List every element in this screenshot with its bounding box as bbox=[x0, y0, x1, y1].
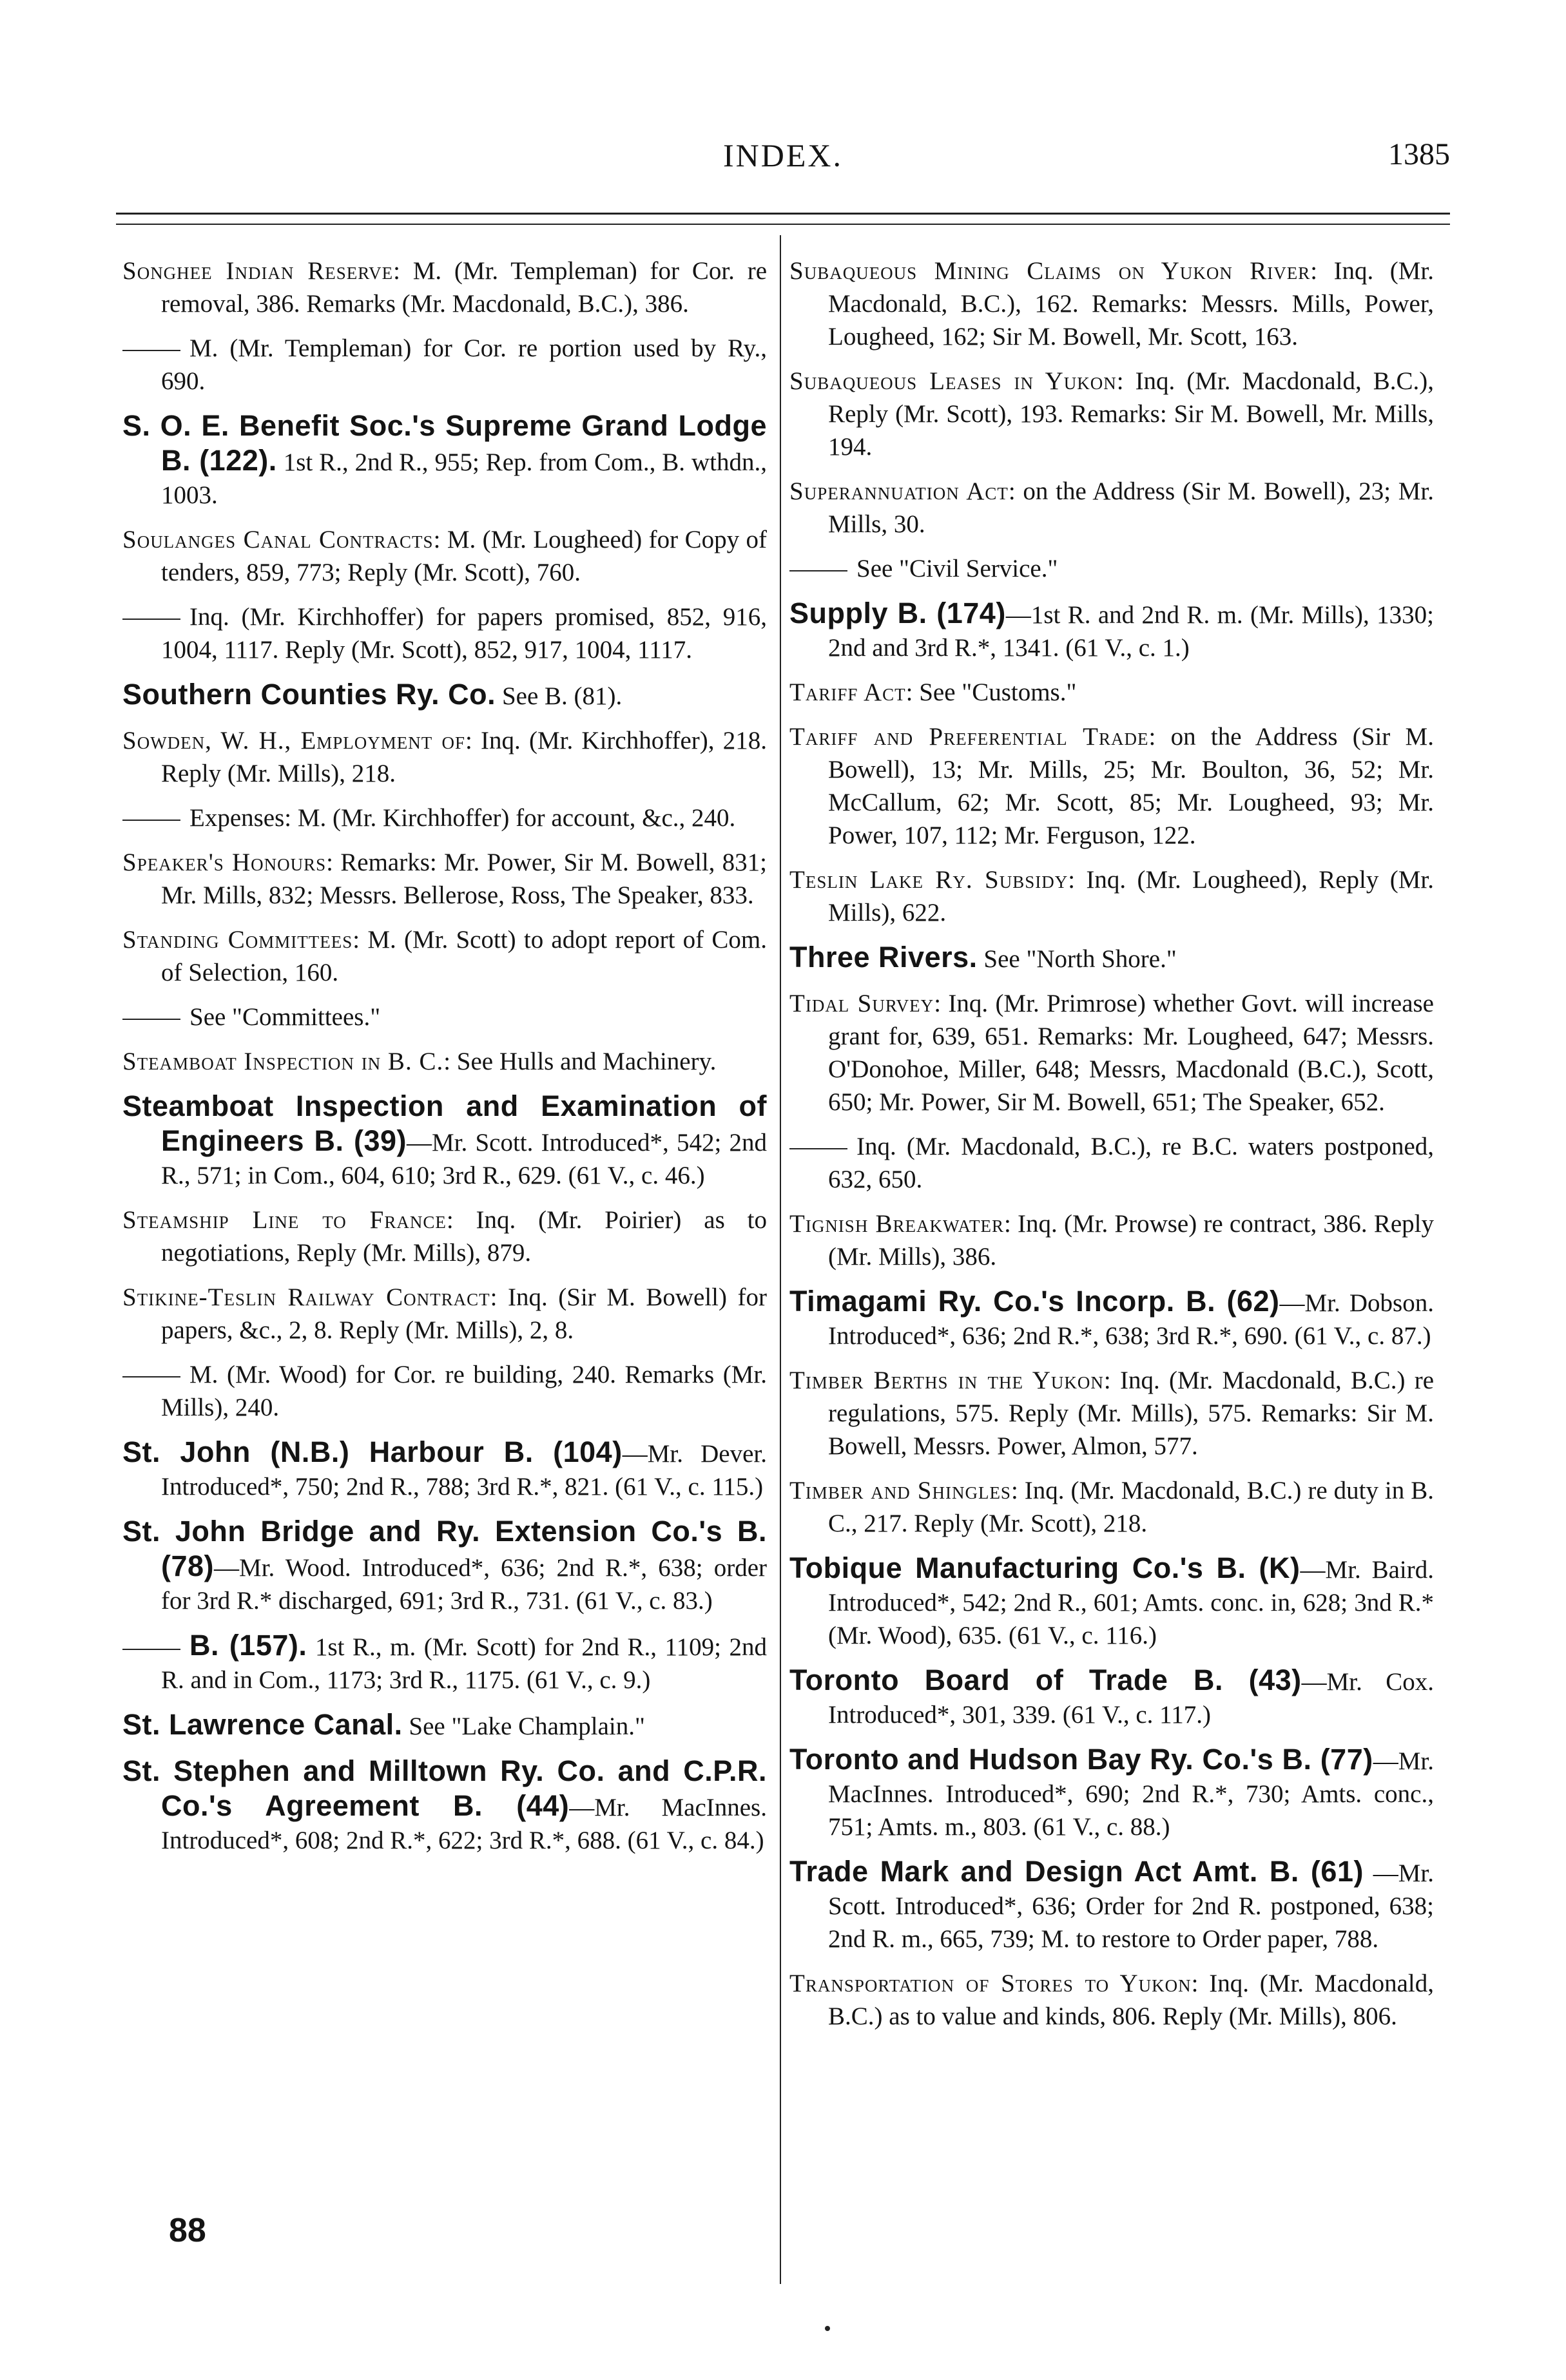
index-entry bbox=[122, 1515, 767, 1617]
ditto-dash bbox=[122, 619, 180, 620]
index-entry bbox=[789, 475, 1434, 541]
entry-heading: Stikine-Teslin Railway Contract bbox=[122, 1283, 490, 1311]
entry-text: —Mr. Scott. Introduced*, 636; Order for 2nd R. postponed, 638; 2nd R. m., 665, 739; M. to restore to Order paper, 788. bbox=[828, 1859, 1434, 1953]
index-entry bbox=[789, 941, 1434, 975]
index-entry bbox=[789, 1551, 1434, 1652]
index-entry bbox=[789, 1664, 1434, 1731]
index-entry bbox=[122, 846, 767, 912]
page-header bbox=[116, 137, 1450, 182]
entry-text: —1st R. and 2nd R. m. (Mr. Mills), 1330; 2nd and 3rd R.*, 1341. (61 V., c. 1.) bbox=[828, 601, 1434, 662]
entry-text: : Inq. (Mr. Macdonald, B.C.), 162. Remarks: Messrs. Mills, Power, Lougheed, 162; Sir M. Bowell, Mr. Scott, 163. bbox=[828, 257, 1434, 350]
entry-heading: Sowden, W. H., Employment of bbox=[122, 727, 465, 754]
entry-heading: St. Stephen and Milltown Ry. Co. and C.P.R. Co.'s Agreement B. (44) bbox=[122, 1754, 767, 1822]
entry-text: : Inq. (Mr. Primrose) whether Govt. will increase grant for, 639, 651. Remarks: Mr. Lougheed, 647; Messrs. O'Donohoe, Miller, 648; Messrs, Macdonald (B.C.), Scott, 650; Mr. Power, Sir M. Bowell, 651; The Speaker, 652. bbox=[828, 990, 1434, 1116]
entry-text: M. (Mr. Templeman) for Cor. re portion used by Ry., 690. bbox=[161, 334, 767, 395]
index-entry bbox=[122, 1281, 767, 1347]
entry-text: : Inq. (Mr. Kirchhoffer), 218. Reply (Mr. Mills), 218. bbox=[161, 727, 767, 787]
index-entry bbox=[789, 597, 1434, 664]
index-entry bbox=[122, 1204, 767, 1269]
entry-heading: Tariff Act bbox=[789, 678, 906, 706]
entry-text: See "Civil Service." bbox=[856, 555, 1058, 582]
entry-text: : M. (Mr. Scott) to adopt report of Com. of Selection, 160. bbox=[161, 926, 767, 986]
entry-heading: B. (157). bbox=[189, 1629, 307, 1662]
entry-heading: Subaqueous Leases in Yukon bbox=[789, 367, 1117, 395]
column-divider bbox=[780, 235, 781, 2284]
ditto-dash bbox=[122, 820, 180, 821]
entry-text: —Mr. MacInnes. Introduced*, 690; 2nd R.*, 730; Amts. conc., 751; Amts. m., 803. (61 V., c. 88.) bbox=[828, 1747, 1434, 1841]
index-entry bbox=[789, 1130, 1434, 1196]
index-entry bbox=[122, 409, 767, 512]
index-entry bbox=[122, 1435, 767, 1503]
entry-text: —Mr. Wood. Introduced*, 636; 2nd R.*, 638; order for 3rd R.* discharged, 691; 3rd R., 731. (61 V., c. 83.) bbox=[161, 1554, 767, 1615]
index-entry bbox=[789, 863, 1434, 929]
entry-heading: Three Rivers. bbox=[789, 941, 978, 974]
entry-heading: Speaker's Honours bbox=[122, 849, 327, 876]
entry-heading: Standing Committees bbox=[122, 926, 353, 954]
entry-text: : Remarks: Mr. Power, Sir M. Bowell, 831; Mr. Mills, 832; Messrs. Bellerose, Ross, The Speaker, 833. bbox=[161, 849, 767, 909]
index-entry bbox=[789, 720, 1434, 852]
index-entry bbox=[789, 1967, 1434, 2033]
entry-text: : Inq. (Sir M. Bowell) for papers, &c., 2, 8. Reply (Mr. Mills), 2, 8. bbox=[161, 1283, 768, 1344]
index-entry bbox=[122, 1629, 767, 1696]
index-entry bbox=[789, 552, 1434, 585]
entry-heading: S. O. E. Benefit Soc.'s Supreme Grand Lodge B. (122). bbox=[122, 409, 767, 477]
index-entry bbox=[122, 801, 767, 834]
entry-heading: Transportation of Stores to Yukon bbox=[789, 1970, 1192, 1997]
entry-heading: Southern Counties Ry. Co. bbox=[122, 678, 496, 711]
entry-text: 1st R., 2nd R., 955; Rep. from Com., B. wthdn., 1003. bbox=[161, 448, 767, 509]
entry-text: —Mr. MacInnes. Introduced*, 608; 2nd R.*, 622; 3rd R.*, 688. (61 V., c. 84.) bbox=[161, 1794, 767, 1854]
entry-text: —Mr. Dobson. Introduced*, 636; 2nd R.*, 638; 3rd R.*, 690. (61 V., c. 87.) bbox=[828, 1289, 1434, 1350]
entry-heading: St. John (N.B.) Harbour B. (104) bbox=[122, 1435, 623, 1468]
entry-text: : Inq. (Mr. Poirier) as to negotiations, Reply (Mr. Mills), 879. bbox=[161, 1206, 767, 1267]
entry-text: : See Hulls and Machinery. bbox=[443, 1048, 717, 1075]
entry-text: : Inq. (Mr. Prowse) re contract, 386. Reply (Mr. Mills), 386. bbox=[828, 1210, 1434, 1271]
ditto-dash bbox=[789, 1148, 847, 1149]
ditto-dash bbox=[122, 1649, 180, 1650]
index-entry bbox=[789, 1207, 1434, 1273]
entry-text: M. (Mr. Wood) for Cor. re building, 240. Remarks (Mr. Mills), 240. bbox=[161, 1361, 767, 1421]
entry-text: : Inq. (Mr. Macdonald, B.C.) as to value and kinds, 806. Reply (Mr. Mills), 806. bbox=[828, 1970, 1434, 2030]
entry-text: : on the Address (Sir M. Bowell), 13; Mr. Mills, 25; Mr. Boulton, 36, 52; Mr. McCallum, 62; Mr. Scott, 85; Mr. Lougheed, 93; Mr. Power, 107, 112; Mr. Ferguson, 122. bbox=[828, 723, 1434, 849]
entry-heading: Timber Berths in the Yukon bbox=[789, 1367, 1104, 1394]
ditto-dash bbox=[789, 570, 847, 571]
entry-heading: Steamboat Inspection and Examination of Engineers B. (39) bbox=[122, 1089, 767, 1157]
entry-heading: Tariff and Preferential Trade bbox=[789, 723, 1149, 751]
entry-text: See "Lake Champlain." bbox=[402, 1713, 645, 1740]
entry-text: Expenses: M. (Mr. Kirchhoffer) for account, &c., 240. bbox=[189, 804, 736, 832]
index-entry bbox=[789, 365, 1434, 463]
entry-text: : Inq. (Mr. Lougheed), Reply (Mr. Mills), 622. bbox=[828, 866, 1434, 926]
index-entry bbox=[789, 987, 1434, 1118]
index-entry bbox=[122, 1089, 767, 1192]
index-entry bbox=[122, 523, 767, 589]
entry-heading: Tidal Survey bbox=[789, 990, 934, 1017]
index-entry bbox=[122, 724, 767, 790]
entry-heading: St. Lawrence Canal. bbox=[122, 1708, 403, 1741]
index-entry bbox=[122, 600, 767, 666]
entry-text: : Inq. (Mr. Macdonald, B.C.) re regulations, 575. Reply (Mr. Mills), 575. Remarks: Sir M. Bowell, Messrs. Power, Almon, 577. bbox=[828, 1367, 1434, 1460]
index-entry bbox=[122, 1045, 767, 1078]
index-entry bbox=[789, 254, 1434, 353]
entry-text: See B. (81). bbox=[496, 682, 623, 710]
entry-text: Inq. (Mr. Kirchhoffer) for papers promised, 852, 916, 1004, 1117. Reply (Mr. Scott), 852, 917, 1004, 1117. bbox=[161, 603, 767, 664]
entry-text: —Mr. Baird. Introduced*, 542; 2nd R., 601; Amts. conc. in, 628; 3nd R.* (Mr. Wood), 635. (61 V., c. 116.) bbox=[828, 1556, 1434, 1649]
entry-text: See "North Shore." bbox=[977, 945, 1177, 973]
entry-heading: Soulanges Canal Contracts bbox=[122, 526, 434, 553]
entry-text: : on the Address (Sir M. Bowell), 23; Mr. Mills, 30. bbox=[828, 477, 1435, 538]
entry-text: : M. (Mr. Lougheed) for Copy of tenders, 859, 773; Reply (Mr. Scott), 760. bbox=[161, 526, 767, 586]
entry-heading: Tignish Breakwater bbox=[789, 1210, 1005, 1238]
entry-text: —Mr. Scott. Introduced*, 542; 2nd R., 571; in Com., 604, 610; 3rd R., 629. (61 V., c. 46.) bbox=[161, 1129, 767, 1189]
index-entry bbox=[789, 1364, 1434, 1463]
index-entry bbox=[789, 1855, 1434, 1955]
index-entry bbox=[122, 254, 767, 320]
ditto-dash bbox=[122, 1376, 180, 1377]
entry-text: 1st R., m. (Mr. Scott) for 2nd R., 1109; 2nd R. and in Com., 1173; 3rd R., 1175. (61 V., c. 9.) bbox=[161, 1633, 767, 1694]
entry-text: —Mr. Cox. Introduced*, 301, 339. (61 V., c. 117.) bbox=[828, 1668, 1434, 1729]
page-title: INDEX. bbox=[722, 137, 844, 173]
entry-text: : Inq. (Mr. Macdonald, B.C.), Reply (Mr. Scott), 193. Remarks: Sir M. Bowell, Mr. Mills, 194. bbox=[828, 367, 1434, 461]
index-entry bbox=[122, 1754, 767, 1857]
entry-heading: St. John Bridge and Ry. Extension Co.'s B. (78) bbox=[122, 1515, 767, 1582]
index-entry bbox=[789, 676, 1434, 709]
entry-text: : M. (Mr. Templeman) for Cor. re removal, 386. Remarks (Mr. Macdonald, B.C.), 386. bbox=[161, 257, 768, 318]
entry-heading: Songhee Indian Reserve bbox=[122, 257, 394, 285]
entry-text: : Inq. (Mr. Macdonald, B.C.) re duty in B. C., 217. Reply (Mr. Scott), 218. bbox=[828, 1477, 1434, 1537]
header-rule bbox=[116, 213, 1450, 225]
index-entry bbox=[122, 1001, 767, 1033]
entry-heading: Toronto Board of Trade B. (43) bbox=[789, 1664, 1302, 1696]
index-entry bbox=[122, 923, 767, 989]
entry-heading: Toronto and Hudson Bay Ry. Co.'s B. (77) bbox=[789, 1743, 1373, 1776]
entry-text: —Mr. Dever. Introduced*, 750; 2nd R., 788; 3rd R.*, 821. (61 V., c. 115.) bbox=[161, 1440, 767, 1501]
ditto-dash bbox=[122, 350, 180, 351]
index-entry bbox=[789, 1743, 1434, 1843]
entry-heading: Supply B. (174) bbox=[789, 597, 1006, 629]
signature-mark: 88 bbox=[169, 2212, 206, 2249]
entry-text: See "Committees." bbox=[189, 1003, 381, 1031]
index-entry bbox=[122, 678, 767, 713]
right-column bbox=[789, 254, 1434, 2044]
printer-dot bbox=[825, 2326, 830, 2331]
entry-text: Inq. (Mr. Macdonald, B.C.), re B.C. waters postponed, 632, 650. bbox=[828, 1133, 1434, 1193]
entry-heading: Steamboat Inspection in B. C. bbox=[122, 1048, 444, 1075]
entry-heading: Superannuation Act bbox=[789, 477, 1009, 505]
left-column bbox=[122, 254, 767, 1868]
entry-heading: Timber and Shingles bbox=[789, 1477, 1011, 1504]
entry-heading: Subaqueous Mining Claims on Yukon River bbox=[789, 257, 1311, 285]
page-number: 1385 bbox=[1388, 137, 1450, 171]
index-entry bbox=[122, 1358, 767, 1424]
index-entry bbox=[789, 1285, 1434, 1352]
entry-heading: Trade Mark and Design Act Amt. B. (61) bbox=[789, 1855, 1364, 1888]
entry-heading: Tobique Manufacturing Co.'s B. (K) bbox=[789, 1551, 1300, 1584]
index-entry bbox=[789, 1474, 1434, 1540]
entry-heading: Teslin Lake Ry. Subsidy bbox=[789, 866, 1068, 894]
index-entry bbox=[122, 332, 767, 398]
entry-text: : See "Customs." bbox=[905, 678, 1077, 706]
ditto-dash bbox=[122, 1019, 180, 1020]
index-entry bbox=[122, 1708, 767, 1743]
entry-heading: Steamship Line to France bbox=[122, 1206, 447, 1234]
entry-heading: Timagami Ry. Co.'s Incorp. B. (62) bbox=[789, 1285, 1280, 1318]
